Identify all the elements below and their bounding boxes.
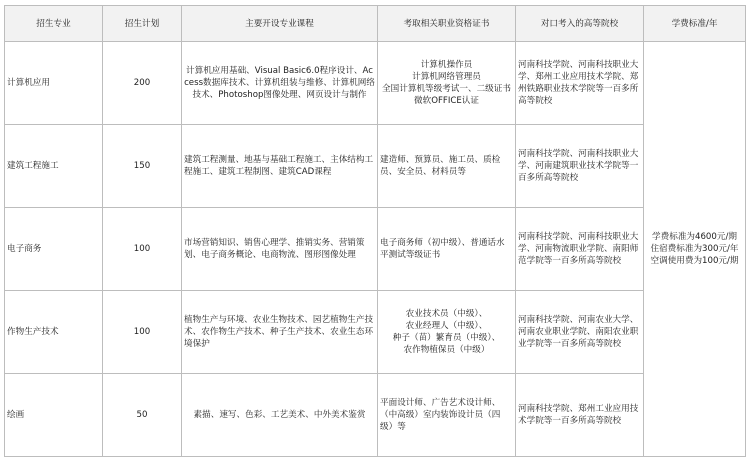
header-major: 招生专业 bbox=[5, 6, 103, 42]
table-row bbox=[5, 374, 746, 457]
header-row bbox=[5, 6, 746, 42]
colleges-cell: 河南科技学院、河南科技职业大学、郑州工业应用技术学院、郑州铁路职业技术学院等一百多所高等院校 bbox=[516, 42, 644, 125]
certificates-cell: 农业技术员（中级）、 农业经理人（中级）、 种子（苗）繁育员（中级）、 农作物植保员（中级） bbox=[378, 291, 516, 374]
courses-cell: 计算机应用基础、Visual Basic6.0程序设计、Access数据库技术、计算机组装与维修、计算机网络技术、Photoshop图像处理、网页设计与制作 bbox=[182, 42, 378, 125]
admissions-table bbox=[4, 5, 746, 457]
major-cell: 电子商务 bbox=[5, 208, 103, 291]
certificates-cell: 电子商务师（初中级）、普通话水平测试等级证书 bbox=[378, 208, 516, 291]
major-cell: 计算机应用 bbox=[5, 42, 103, 125]
header-plan: 招生计划 bbox=[103, 6, 182, 42]
certificates-cell: 平面设计师、广告艺术设计师、（中高级）室内装饰设计员（四级）等 bbox=[378, 374, 516, 457]
plan-cell: 150 bbox=[103, 125, 182, 208]
courses-cell: 植物生产与环境、农业生物技术、园艺植物生产技术、农作物生产技术、种子生产技术、农业生态环境保护 bbox=[182, 291, 378, 374]
certificates-cell: 计算机操作员 计算机网络管理员 全国计算机等级考试一、二级证书 微软OFFICE认证 bbox=[378, 42, 516, 125]
colleges-cell: 河南科技学院、河南科技职业大学、河南建筑职业技术学院等一百多所高等院校 bbox=[516, 125, 644, 208]
major-cell: 作物生产技术 bbox=[5, 291, 103, 374]
courses-cell: 建筑工程测量、地基与基础工程施工、主体结构工程施工、建筑工程制图、建筑CAD课程 bbox=[182, 125, 378, 208]
major-cell: 建筑工程施工 bbox=[5, 125, 103, 208]
plan-cell: 100 bbox=[103, 208, 182, 291]
colleges-cell: 河南科技学院、郑州工业应用技术学院等一百多所高等院校 bbox=[516, 374, 644, 457]
certificates-cell: 建造师、预算员、施工员、质检员、安全员、材料员等 bbox=[378, 125, 516, 208]
colleges-cell: 河南科技学院、河南科技职业大学、河南物流职业学院、南阳师范学院等一百多所高等院校 bbox=[516, 208, 644, 291]
table-row bbox=[5, 291, 746, 374]
courses-cell: 市场营销知识、销售心理学、推销实务、营销策划、电子商务概论、电商物流、图形图像处理 bbox=[182, 208, 378, 291]
courses-cell: 素描、速写、色彩、工艺美术、中外美术鉴赏 bbox=[182, 374, 378, 457]
table-row bbox=[5, 208, 746, 291]
header-certificates: 考取相关职业资格证书 bbox=[378, 6, 516, 42]
header-courses: 主要开设专业课程 bbox=[182, 6, 378, 42]
fee-cell: 学费标准为4600元/期 住宿费标准为300元/年 空调使用费为100元/期 bbox=[644, 42, 746, 457]
header-colleges: 对口考入的高等院校 bbox=[516, 6, 644, 42]
plan-cell: 200 bbox=[103, 42, 182, 125]
colleges-cell: 河南科技学院、河南农业大学、河南农业职业学院、南阳农业职业学院等一百多所高等院校 bbox=[516, 291, 644, 374]
table-row bbox=[5, 42, 746, 125]
major-cell: 绘画 bbox=[5, 374, 103, 457]
table-row bbox=[5, 125, 746, 208]
header-fee: 学费标准/年 bbox=[644, 6, 746, 42]
plan-cell: 100 bbox=[103, 291, 182, 374]
plan-cell: 50 bbox=[103, 374, 182, 457]
